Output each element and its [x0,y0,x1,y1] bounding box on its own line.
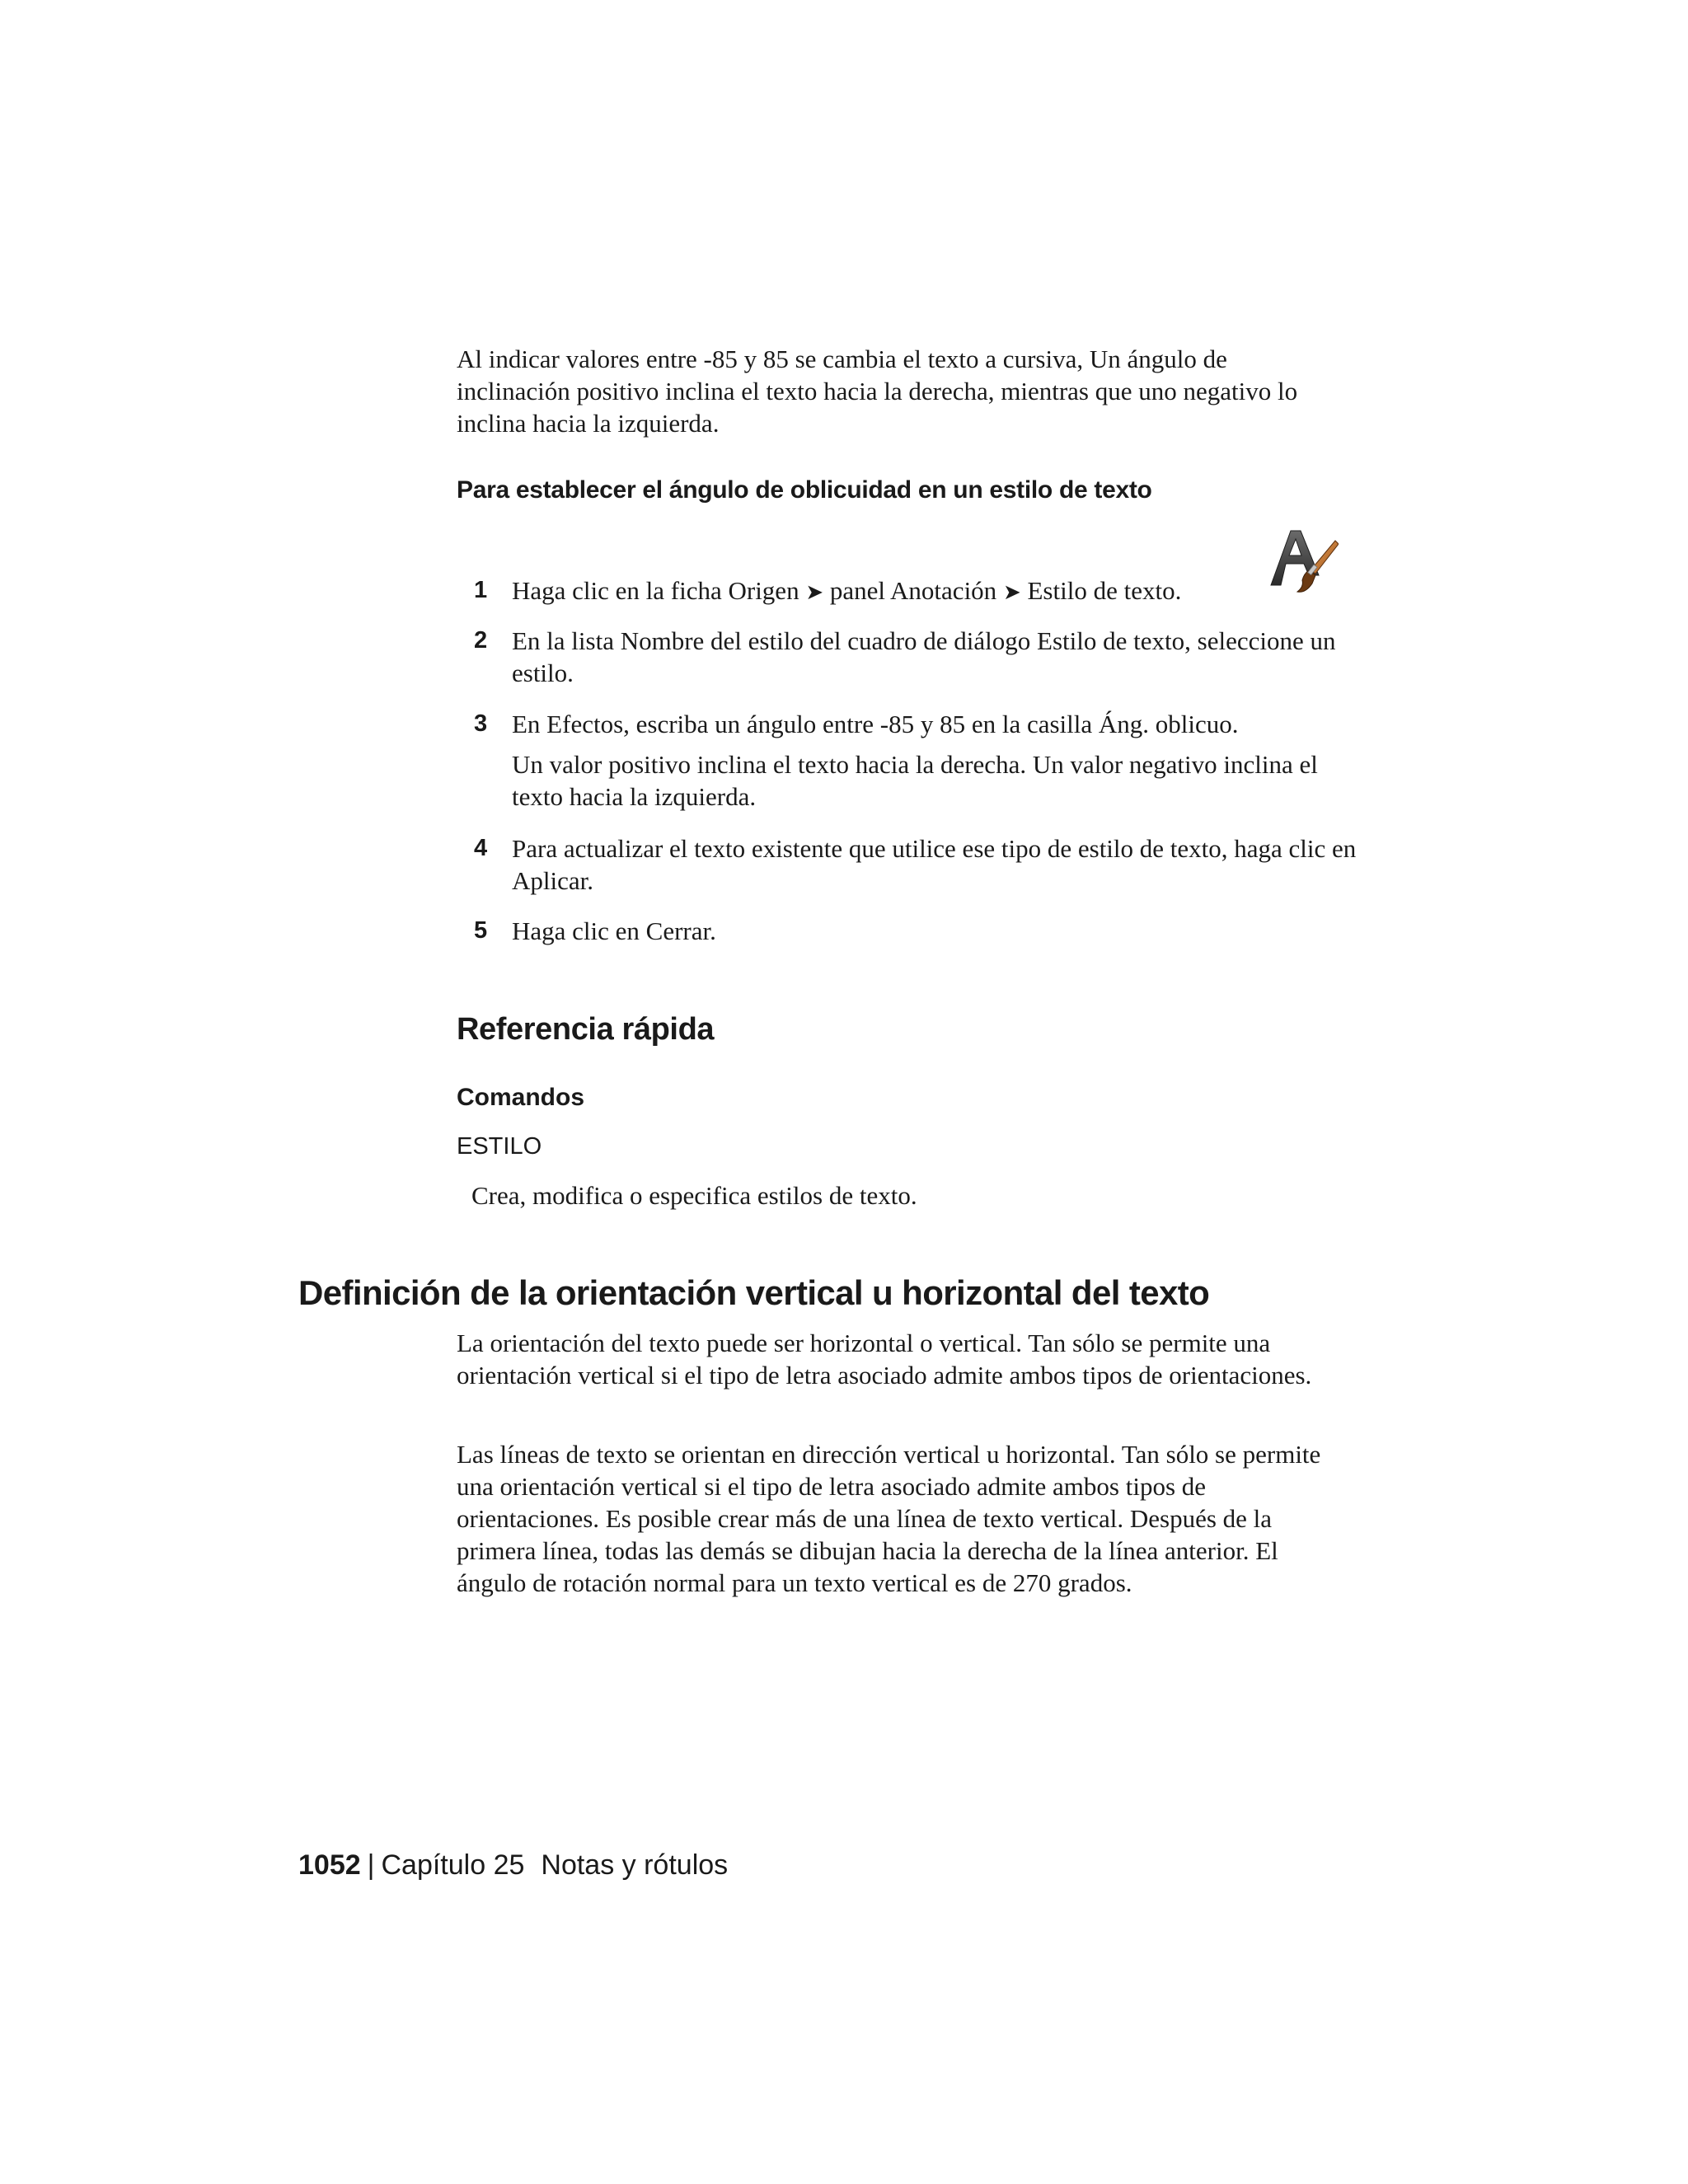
step-1-part-1: Haga clic en la ficha Origen [512,576,799,605]
step-text: Para actualizar el texto existente que utilice ese tipo de estilo de texto, haga clic en Aplicar. [512,834,1357,895]
step-1-part-2: panel Anotación [829,576,997,605]
command-name: ESTILO [457,1133,542,1160]
section-heading: Definición de la orientación vertical u horizontal del texto [298,1273,1210,1312]
step-number: 1 [474,577,488,603]
chapter-title: Notas y rótulos [541,1849,729,1881]
step-1-part-3: Estilo de texto. [1027,576,1182,605]
command-description: Crea, modifica o especifica estilos de texto. [471,1181,917,1210]
page-number: 1052 [298,1849,361,1881]
procedure-heading: Para establecer el ángulo de oblicuidad en un estilo de texto [457,476,1152,504]
menu-arrow-icon: ➤ [805,580,824,605]
step-number: 4 [474,835,488,861]
step-text: En Efectos, escriba un ángulo entre -85 y 85 en la casilla Áng. oblicuo. [512,710,1239,738]
commands-heading: Comandos [457,1084,585,1111]
step-number: 3 [474,710,488,737]
step-text: En la lista Nombre del estilo del cuadro de diálogo Estilo de texto, seleccione un estilo. [512,626,1336,687]
footer-separator: | [367,1849,375,1881]
section-paragraph: La orientación del texto puede ser horizontal o vertical. Tan sólo se permite una orientación vertical si el tipo de letra asociado admite ambos tipos de orientaciones. [457,1329,1312,1390]
step-text: Haga clic en Cerrar. [512,916,716,945]
step-note: Un valor positivo inclina el texto hacia la derecha. Un valor negativo inclina el texto hacia la izquierda. [512,750,1318,811]
quick-reference-heading: Referencia rápida [457,1012,715,1047]
step-text [512,574,1369,609]
intro-paragraph: Al indicar valores entre -85 y 85 se cambia el texto a cursiva, Un ángulo de inclinación positivo inclina el texto hacia la derecha, mientras que uno negativo lo inclina hacia la izquierda. [457,344,1298,438]
section-paragraph: Las líneas de texto se orientan en dirección vertical u horizontal. Tan sólo se permite una orientación vertical si el tipo de letra asociado admite ambos tipos de orientaciones. Es posible crear más de una línea de texto vertical. Después de la primera línea, todas las demás se dibujan hacia la derecha de la línea anterior. El ángulo de rotación normal para un texto vertical es de 270 grados. [457,1440,1321,1597]
page-footer [298,1848,728,1882]
step-number: 2 [474,627,488,654]
chapter-label: Capítulo 25 [381,1849,525,1881]
menu-arrow-icon: ➤ [1002,580,1021,605]
step-number: 5 [474,917,488,944]
